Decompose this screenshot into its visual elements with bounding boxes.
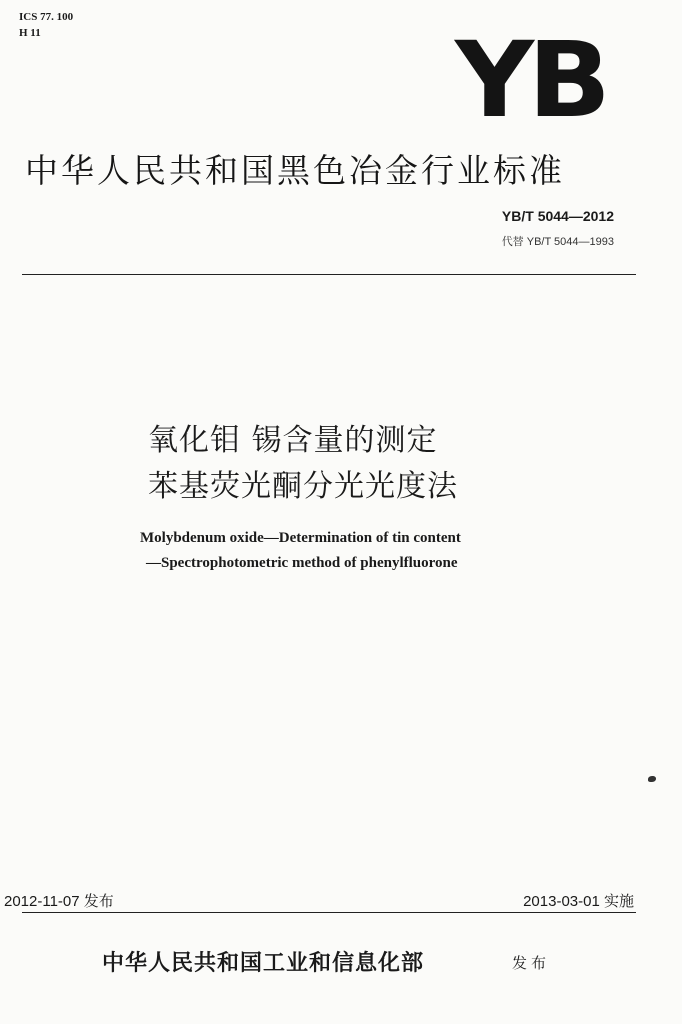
replaces-standard: 代替 YB/T 5044—1993 bbox=[501, 236, 614, 248]
english-title bbox=[140, 526, 580, 576]
english-title-line-1: Molybdenum oxide—Determination of tin content bbox=[140, 530, 461, 546]
classification-codes bbox=[19, 9, 73, 41]
industry-standard-title: 中华人民共和国黑色冶金行业标准 bbox=[25, 151, 565, 190]
chinese-title-line-2: 苯基荧光酮分光光度法 bbox=[148, 469, 458, 504]
ics-code: ICS 77. 100 bbox=[19, 11, 74, 23]
publish-label: 发布 bbox=[512, 954, 551, 972]
issue-date: 2012-11-07 发布 bbox=[4, 893, 114, 910]
scan-speck bbox=[648, 776, 656, 782]
standard-number: YB/T 5044—2012 bbox=[501, 208, 614, 224]
top-divider bbox=[22, 274, 636, 275]
chinese-title bbox=[148, 418, 568, 510]
chinese-title-line-1: 氧化钼 锡含量的测定 bbox=[148, 423, 438, 458]
issuing-authority: 中华人民共和国工业和信息化部 bbox=[102, 950, 425, 976]
category-code: H 11 bbox=[19, 27, 41, 39]
bottom-divider bbox=[22, 912, 636, 913]
implementation-date: 2013-03-01 实施 bbox=[523, 893, 634, 910]
english-title-line-2: —Spectrophotometric method of phenylfluorone bbox=[146, 555, 458, 571]
yb-logo: YB bbox=[455, 19, 605, 141]
